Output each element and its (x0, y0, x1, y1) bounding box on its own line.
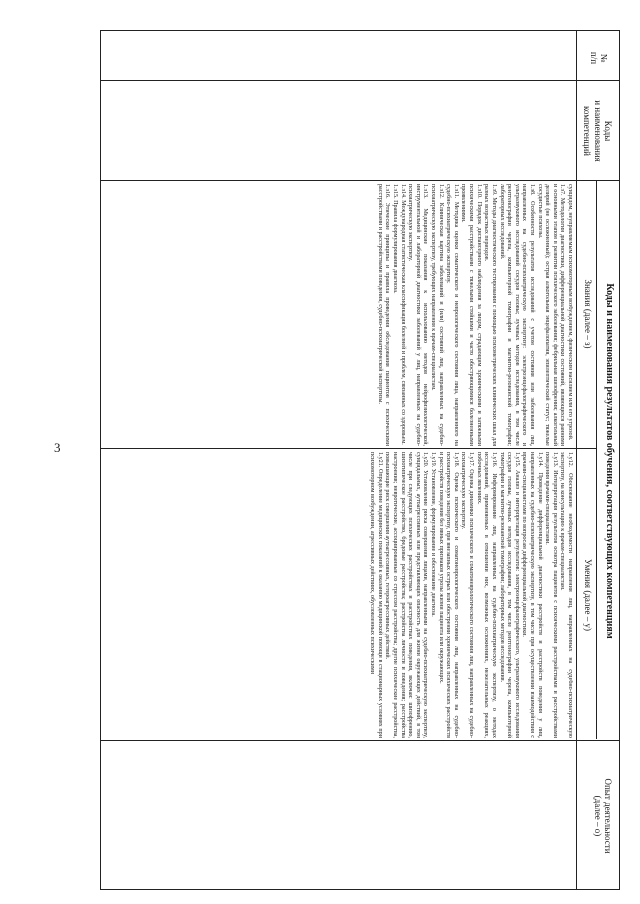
skills-item: 1.у20. Установление риска совершения лицами, направленными на судебно-психиатрическую экспертизу, суицидальных, аутоагрессивных или представляющих опасность для жизни окружающих действий, в том числе при следующих психических расстройствах и расстройствах поведения, включая: шизофрению, шизотипическое расстройство, бредовые расстройства; расстройства личности и поведения; расстройства настроения; невротические, ассоциированные со стрессом расстройства; другие психические расстройства, повышающие риск совершения аутоагрессивных, гетероагрессивных действий. (384, 452, 429, 738)
skills-item: 1.у18. Оценка психического и соматоневрологического состояния лиц, направленных на судебно-психиатрическую экспертизу, при внезапных острых или обострении хронических психических расстройств и расстройств поведения без явных признаков угрозы жизни пациента или окружающих. (437, 452, 459, 738)
col-codes (101, 81, 619, 181)
skills-item: 1.у17. Оценка динамики психического и соматоневрологического состояния лиц, направленных на судебно-психиатрическую экспертизу. (460, 452, 475, 738)
line-group (596, 181, 597, 739)
knowledge-cell (103, 184, 573, 446)
knowledge-item: 1.з15. Правила формулирования диагноза. (391, 184, 398, 294)
skills-item: 1.у21. Определение медицинских показаний к оказанию медицинской помощи в стационарных условиях при психомоторном возбуждении, агрессивных действиях, обусловленных психическими (369, 452, 383, 738)
knowledge-item: 1.з8. Особенности результатов исследований с учетом состояния или заболевания лиц, направленных на судебно-психиатрическую экспертизу: электроэнцефалографического и ультразвукового исследований сосудов головы; лучевых методов исследования, в том числе рентгенографии черепа, компьютерной томографии и магнитно-резонансной томографии; лабораторных исследований. (498, 184, 535, 446)
header-num: № п/п (588, 51, 609, 65)
knowledge-item: 1.з12. Клиническая картина заболеваний и (или) состояний лиц, направленных на судебно-психиатрическую экспертизу, требующих направления к врачам-специалистам. (430, 184, 444, 446)
skills-item: 1.у16. Информирование лиц, направленных на судебно-психиатрическую экспертизу, о методах исследований, применяемых в отношении них, возможных осложнениях, нежелательных реакциях, побочных явлениях. (475, 452, 497, 738)
knowledge-item: 1.з14. Международная статистическая классификация болезней и проблем, связанных со здоровьем. (399, 184, 406, 445)
knowledge-item: суицидом, неуправляемым психомоторным возбуждением, физическим насилием или его угрозой. (567, 184, 573, 441)
skills-item: 1.у19. Установление, формулирование и обоснование диагноза. (430, 452, 437, 617)
header-skills: Умения (далее – у) (583, 559, 593, 631)
skills-item: 1.у12. Обоснование необходимости направления лиц, направленных на судебно-психиатрическую экспертизу, на консультацию к врачам-специалистам. (559, 452, 573, 738)
competency-table (100, 30, 620, 890)
col-num (101, 31, 619, 81)
knowledge-item: 1.з16. Этические принципы и правила проведения обследования пациентов с психическими расстройствами и расстройствами поведения, судебно-психиатрической экспертизы. (376, 184, 391, 446)
header-experience: Опыт деятельности (далее – о) (592, 778, 613, 854)
header-knowledge: Знания (далее – з) (583, 279, 593, 349)
skills-item: 1.у13. Интерпретация результатов осмотра пациентов с психическими расстройствами и расстройствами поведения врачами-специалистами. (544, 452, 558, 738)
knowledge-item: 1.з11. Методика оценки соматического и неврологического состояния лица, направленного на судебно-психиатрическую экспертизу. (445, 184, 459, 446)
skills-item: 1.у14. Проведение дифференциальной диагностики расстройств и расстройств поведения у лиц, направленных на судебно-психиатрическую экспертизу, в том числе при осуществлении взаимодействия с врачами-специалистами по вопросам дифференциальной диагностики. (521, 452, 543, 738)
skills-item: 1.у15. Анализ и интерпретация результатов: электроэнцефалографического, ультразвукового исследования сосудов головы, лучевых методов исследования, в том числе рентгенографии черепа, компьютерной томографии и магнитно-резонансной томографии; лабораторных методов исследования. (498, 452, 520, 738)
knowledge-item: 1.з9. Методы диагностического тестирования с помощью психометрических клинических шкал для разных возрастных периодов. (483, 184, 497, 446)
knowledge-item: 1.з13. Медицинские показания к использованию методов нейрофизиологической, инструментальной и лабораторной диагностики заболеваний у лиц, направленных на судебно-психиатрическую экспертизу. (407, 184, 429, 446)
knowledge-item: 1.з10. Порядок диспансерного наблюдения за лицом, страдающим хроническими и затяжными психическими расстройствами с тяжелыми стойкими и часто обостряющимися болезненными проявлениями. (460, 184, 482, 446)
header-group: Коды и наименования результатов обучения, соответствующих компетенциям (604, 283, 615, 639)
skills-cell (103, 452, 573, 738)
header-codes: Коды и наименования компетенций (582, 100, 613, 162)
knowledge-item: 1.з7. Методология диагностики, дифференциальной диагностики состояний, являющихся ранними и основными этапом в развитии психического заболевания; фебрильная шизофрения; алкогольный делирий (не осложненный); острая алкогольная энцефалопатия, эпилептический статус; тяжелые сосудистые психозы. (536, 184, 566, 446)
line-header-bottom (576, 31, 577, 889)
page-number: 3 (54, 440, 61, 455)
